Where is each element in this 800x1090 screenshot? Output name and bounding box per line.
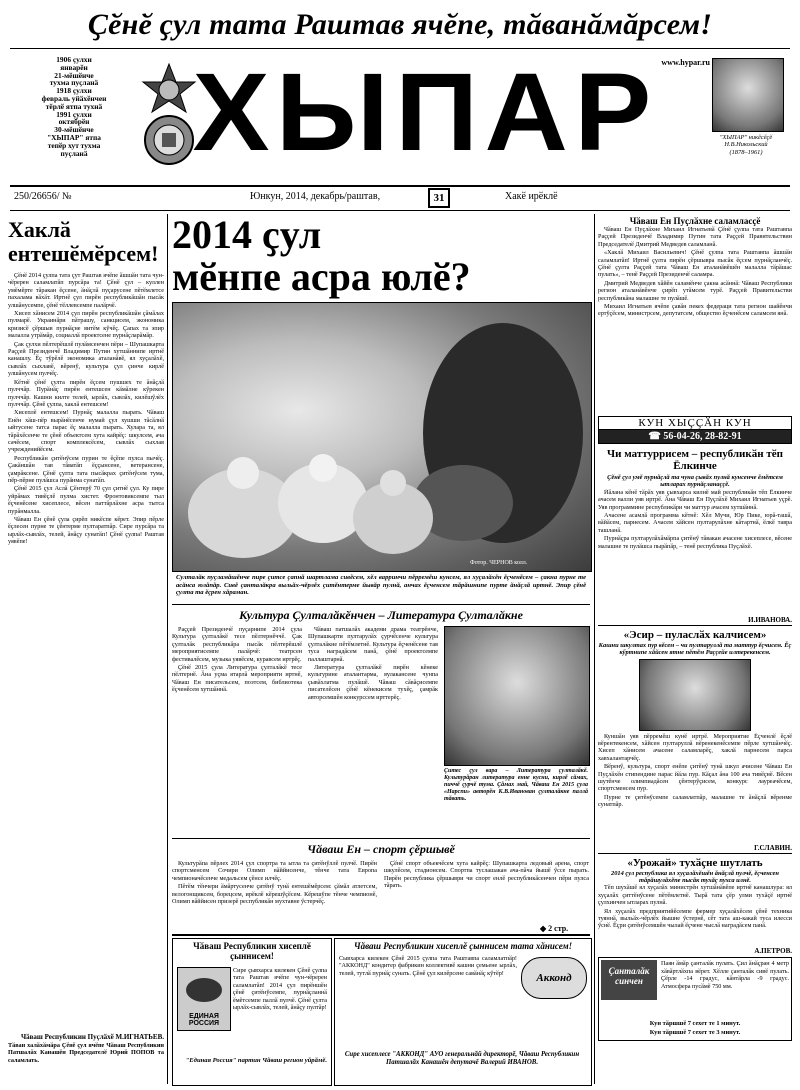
matt-lead: Ҫӗнӗ ҫул умӗ пурнӑҫлӑ та чуна ҫывӑх пулнӑ кунсенче ӗмӗтсем ытларах пурнӑҫланаҫҫӗ. [607,474,783,489]
right-rule [598,853,792,854]
founding-line: 21-мӗшӗнче [54,70,94,80]
founding-line: "ХЫПАР" ятпа [47,132,101,142]
founding-line: февраль уйӑхӗнчен [41,93,107,103]
founding-line: январӗн [60,62,88,72]
center-rule-1 [172,604,590,605]
continued-marker: ◆ 2 стр. [540,924,569,933]
founder-caption-line: (1878–1961) [729,148,763,156]
paragraph: Ҫӗнӗ 2015 ҫул Аслӑ Ҫӗнтерӳ 70 ҫул ҫитнӗ ҫул. Ку пире уйрӑмах тивӗҫлӗ пулма хистет. Фронтовиксемпе тыл ӗҫченӗсене хисеплесе, вӗсен паттӑрлӑхне асра тытса пурӑнмалла. [8,485,164,515]
founding-line: 1991 ҫулхи [56,109,92,119]
founding-line: тепӗр хут тухма [47,140,101,150]
left-article-body [8,272,164,1032]
urozhay-title: «Урожай» тухӑҫне шутлать [627,856,763,869]
paragraph: Ҫак ҫулхи пӗлтерӗшлӗ пулӑмсенчен пӗри – Шупашкарта Раҫҫей Президенчӗ Владимир Путин хутшӑннипе иртнӗ канашлу. Ӗҫ тӳрӗлӗ экономика аталанӑвӗ, ял хуҫалӑхӗ, сывлӑх сыхлавӗ, вӗренӳ, культура ҫул ҫинче кирлӗ улшӑнусем пулчӗҫ. [8,340,164,378]
paragraph: Кӗтнӗ ҫӗнӗ ҫулта пирӗн ӗҫсем пушшех те ӑнӑҫлӑ пулччӑр. Пурӑнӑҫ пирӗн ентешсен кӑмӑлне кӳрекен пулччӑр. Кашни килте телей, ырлӑх, сывлӑх, килӗшӳлӗх пулччӑр. Ҫӗнӗ ҫулпа, хаклӑ ентешсем! [8,378,164,408]
founding-line: 1906 ҫулхи [56,55,92,64]
main-headline-line2: мӗнпе асра юлӗ? [172,254,471,299]
paragraph: Республикӑн ҫитӗнӳсем пурин те ӗҫӗпе пулса пычӗҫ. Ҫакӑншӑн тав тӑватӑп ӗҫҫынсене, ветерансене, ҫамрӑксене. Ҫӗнӗ ҫулта тата пысӑкрах ҫитӗнӳсем тума, пӗр-пӗрне пулӑшса пурӑнма сунатӑп. [8,454,164,484]
paragraph: «Хаклӑ Михаил Васильевич! Ҫӗнӗ ҫулпа тата Раштавпа ӑшшӑн саламлатӑп! Иртнӗ ҫулта пирӗн ҫӗршывра пысӑк ӗҫсем пурнӑҫланчӗҫ. Ҫӗнӗ ҫулта Раҫҫей тата Чӑваш Ен аталанӑвӗшӗн малалла тӑрӑшас пулать», – тенӗ Раҫҫей Президенчӗ саламра. [598,249,792,279]
left-column [8,214,164,1084]
founder-portrait [712,58,784,132]
paragraph: Ҫӗнӗ спорт объекчӗсем хута кайрӗҫ: Шупашкарта ледовый арена, спорт шкулӗсем, стадионсем. Спортпа туслашакан ача-пӑча йышӗ ӳссе пырать. Пирӗн республика ҫӗршыври чи спорт енлӗ республикӑсенчен пӗри пулса тӑрать. [384,860,589,890]
esir-lead: Кашни шкултах пур вӗсем – чи пултаруллӑ та маттур ӗҫчисем. Ӗҫ кӳртнипе хӑйсен ятне пӗтӗм Раҫҫейе илтерекенсем. [598,641,792,657]
sun-line-2: Кун тӑршшӗ 7 сехет те 3 минут. [649,1029,741,1037]
culture-photo-caption: Ҫитес ҫул вара – Литература ҫулталӑкӗ. Культурӑран литература енне кусни, кирлӗ сӑмах, пиччӗ ҫурчӗ тума. Ҫӑмах май, Чӑваш Ен 2015 ҫула «Нарспи» авторӗн К.В.Иванован ҫулталӑкне паллӑ тӑвать. [444,768,588,802]
right-rule [598,625,792,626]
founding-line: 30-мӗшӗнче [54,125,94,135]
urozhay-lead: 2014 ҫул республика ял хуҫалӑхӗшӗн ӑнӑҫлӑ пулчӗ, ӗҫченсен тӑрӑшулӑхӗпе пысӑк тухӑҫ пухса илнӗ. [611,869,779,885]
akkond-logo-text: Акконд [536,972,572,984]
paragraph: Культурӑпа пӗрлех 2014 ҫул спортра та ытла та ҫитӗнӳллӗ пулчӗ. Пирӗн спортсменсем Сочири Олимп вӑййисенче, тӗнче тата Европа чемпионачӗсенче медальсем ҫӗнсе илчӗҫ. [172,860,377,882]
party-ad-title: Чӑваш Республикин хисеплӗ ҫыннисем! [193,941,311,961]
left-article-footnote: Тӑван халӑхӑмӑра Ҫӗнӗ ҫул ячӗпе Чӑваш Республикин Патшалӑх Канашӗн Председателӗ Юрий ПОПОВ та саламлать. [8,1042,164,1064]
esir-signature: Г.СЛАВИН. [754,843,792,852]
left-article-title: Хаклӑ ентешӗмӗрсем! [8,217,159,266]
party-ad-signature: "Единая Россия" партин Чӑваш регион уйрӑмӗ. [185,1057,327,1064]
left-column-divider [167,214,168,1084]
right-column [598,214,792,1086]
party-logo-label: ЕДИНАЯ РОССИЯ [188,1013,220,1027]
esir-title: «Эсир – пуласлӑх калчисем» [623,628,767,641]
photo-caption: Султалӑк пуҫламӑшӗнче пире ҫитсе ҫапнӑ шартлама сивӗсем, хӗл варринчи пӗрремӗш кунсем, ял хуҫалӑхӗн ӗҫченӗсем – ҫакна пурне те асӑнса юлӑпӑр. Сивӗ ҫанталӑкра выльӑх-чӗрлӗх ҫитӗнтерме йывӑр пулнӑ, анчах ӗҫченсем тӑрӑшнипе пурте ӑнӑҫлӑ иртнӗ. Эпир ҫӗнӗ ҫулта та ӗҫрен хӑраман. [176,574,586,597]
weather-title: Ҫанталӑк синчен [601,960,657,1000]
akkond-ad [334,938,592,1086]
paragraph: Вӗренӳ, культура, спорт енӗпе ҫитӗнӳ тунӑ шкул ачисене Чӑваш Ен Пуҫлӑхӗн стипендине парас йӑла пур. Кӑҫал ӑна 100 ача тивӗҫнӗ. Вӗсен шутӗнче олимпиадӑсен ҫӗнтерӳҫисем, конкурс лауреачӗсем, спортсменсем пур. [598,763,792,793]
center-rule-2 [172,838,590,839]
founding-line: октябрӗн [58,117,90,127]
left-article-signature: Чӑваш Республикин Пуҫлӑхӗ М.ИГНАТЬЕВ. [21,1033,164,1041]
right-column-divider [594,214,595,1084]
duty-title: КУН ХЫҪҪӐН КУН [599,417,791,430]
matt-body [598,489,792,615]
website-link[interactable]: www.hypar.ru [661,58,710,67]
paragraph: Пурне те ҫитӗнӳсемпе саламлатпӑр, малашне те ӑнӑҫлӑ вӗренме сунатпӑр. [598,793,792,809]
party-ad [172,938,332,1086]
paragraph: Ял хуҫалӑх предприятийӗсемпе фермер хуҫалӑхӗсем ҫӗнӗ техника туяннӑ, выльӑх-чӗрлӗх йышне ӳстернӗ, сӗт тата аш-какай туса илесси ӳснӗ. Ӗҫри ҫитӗнӳсемшӗн чылай ӗҫчене чыслӑ наградӑсем панӑ. [598,907,792,930]
price-label: Хакӗ ирӗклӗ [505,191,558,202]
paragraph: Куншӑн уяв пӗрремӗш кунӗ иртрӗ. Мероприятие Ӗҫченлӗ ӗҫлӗ вӗрентекенсем, хӑйсен пултаруллӑ вӗренекенӗсемпе пӗрле хутшӑнчӗҫ. Хисеп хӑнисем ачасене саламларӗҫ, хаклӑ парнесем парса хавхалантарчӗҫ. [598,732,792,762]
photo-credit: Фотор. ЧЕРНОВ колл. [470,560,528,566]
urozhay-signature: А.ПЕТРОВ. [754,947,792,956]
founding-line: тухма пуҫланӑ [49,78,99,88]
founder-caption-line: Н.В.Никольский [724,141,768,149]
culture-body [172,626,302,836]
paragraph: Тӗп шухӑшӗ ял хуҫалӑх министрӗн хутшӑнӑвӗпе иртнӗ канашлура: ял хуҫалӑх ҫиттӗнӳсене пӗтӗмлетнӗ. Тырӑ тата ҫӗр улми тухӑҫӗ иртнӗ ҫулхинчен ытларах пулнӑ. [598,884,792,907]
sun-line-1: Кун тӑршшӗ 7 сехет те 1 минут. [649,1020,741,1028]
paragraph: Литература ҫулталӑкӗ пирӗн кӗнеке культурине аталантарма, вулакансене чунпа ҫывӑхлатма пулӑшӗ. Чӑваш сӑвӑҫисемпе писателӗсен ҫӗнӗ кӗнекисем тухӗҫ, ҫамрӑк авторсемшӗн конкурссем ирттерӗҫ. [308,664,438,701]
paragraph: Пӗтӗм тӗнчери ӑмӑртусенче ҫитӗнӳ тунӑ ентешӗмӗрсем: ҫӑмӑл атлетсем, велогонщиксем, борецсем, ирӗклӗ кӗрешӳҫӗсем. Кӗрешӳпе тӗнче чемпионӗ, Олимп вӑййисен призерӗ республикӑн мухтавне ӳстерчӗҫ. [172,883,377,906]
founding-line: тӗрлӗ ятпа тухнӑ [45,101,103,111]
paragraph: Йӑлана кӗнӗ тӑрӑх уяв ҫывхарса килнӗ май республикӑн тӗп Ёлкинче ачасем валли уяв иртрӗ. Ӑна Чӑваш Ен Пуҫлӑхӗ Михаил Игнатьев уҫрӗ. Уяв программине республикӑри чи маттур ачасем хутшӑннӑ. [598,488,792,511]
akkond-ad-title: Чӑваш Республикин хисеплӗ ҫыннисем тата хӑнисем! [353,941,573,951]
slogan: Ҫӗнӗ ҫул тата Раштав ячӗпе, тӑванӑмӑрсем! [87,8,713,41]
founding-info [14,56,134,157]
esir-body [598,733,792,843]
duty-phone: ☎ 56-04-26, 28-82-91 [599,430,791,443]
paragraph: Чӑваш Ен ҫӗнӗ ҫула ҫирӗп никӗспе кӗрет. Эпир пӗрле ӗҫлесен пурне те ҫӗнтерме пултаратпӑр. Сире пурсӑра та ырлӑх-сывлӑх, телей, ӑнӑҫу сунатӑп! Ҫӗнӗ ҫулпа! Раштав уявӗпе! [8,516,164,546]
horse-sheep-illustration [173,303,591,571]
issue-day-box: 31 [428,188,450,208]
main-headline [172,214,592,298]
esir-photo [639,659,751,731]
center-rule-3 [172,934,590,936]
issue-bar-bottom-rule [10,210,790,211]
paragraph: Ҫӗнӗ 2015 ҫула Литература ҫулталӑкӗ тесе пӗлтернӗ. Ӑна уҫма ятарлӑ мероприяти иртнӗ, Чӑваш Ен писательсем, поэтсем, библиотека ӗҫченӗсем хутшӑннӑ. [172,664,302,694]
founding-line: 1918 ҫулхи [56,86,92,96]
sport-title: Чӑваш Ен – спорт ҫӗршывӗ [307,842,455,856]
weather-body: Паян ӑмӑр ҫанталӑк пулать. Ҫил ӑнӑҫран 4 метр хӑвӑртлӑхпа вӗрет. Хӗлле ҫанталӑк сивӗ пулать. Ҫӗрле -14 градус, кӑнтӑрла -9 градус. Атмосфера пусӑмӗ 750 мм. [661,960,789,990]
akkond-ad-body: Сывхарса килекен Ҫӗнӗ 2015 ҫулпа тата Раштавпа саламлатпӑр! "АККОНД" кондитер фабрикин коллективӗ кашни ҫемьене ырлӑх, телей, тутлӑ пурнӑҫ сунать. Ҫӗнӗ ҫул килӗрсене савӑнӑҫ кӳтӗр! [339,955,517,977]
matt-title: Чи маттуррисем – республикӑн тӗп Ёлкинче [607,448,783,472]
sport-body-col2 [384,860,589,922]
paragraph: Чӑваш Ен Пуҫлӑхне Михаил Игнатьевӑ Ҫӗнӗ ҫулпа тата Раштавпа Раҫҫей Президенчӗ Владимир Путин тата Раҫҫей Правительствин Председателӗ Дмитрий Медведев саламланӑ. [598,226,792,248]
party-logo [177,967,231,1031]
founder-caption-line: "ХЫПАР" никӗсӗҫӗ [719,134,773,141]
paragraph: Хисеплӗ ентешсем! Пурнӑҫ малалла пырать. Чӑваш Енӗн хӑш-пӗр вырӑнӗсенче нумай ҫул хушши тӑсӑлнӑ ыйтусене татса парас ӗҫ малалла пырать. Хулара та, ял тӑрӑхӗсенче те ҫӗнӗ объектсем хута кайрӗҫ: шкулсем, ача сачӗсем, спорт комплексӗсем, сывлӑх сыхлав учрежденийӗсем. [8,409,164,454]
culture-body-col2 [308,626,438,836]
main-headline-line1: 2014 ҫул [172,212,322,257]
newspaper-title: ХЫПАР [192,51,658,174]
weather-box [598,957,792,1041]
paragraph: Хисеп хӑнисем 2014 ҫул пирӗн республикӑшӑн ҫӑмӑлах пулмарӗ. Украинӑри пӑтрашу, санкцисем, экономика кризисӗ ҫӗршыв пурнӑҫне витӗм кӳчӗҫ. Ҫапах та эпир малалла утрӑмӑр, социаллӑ проектсене пурнӑҫларӑмӑр. [8,310,164,340]
greet-title: Чӑваш Ен Пуҫлӑхне саламласҫӗ [629,216,761,226]
slogan-rule [10,48,790,49]
founding-line: пуҫланӑ [60,148,88,158]
horse-sheep-photo [172,302,592,572]
issue-number: 250/26656/ № [14,191,72,202]
paragraph: Пурнӑҫра пултарулӑхӑмӑрпа ҫитӗнӳ тӑвакан ачасене хисеплесе, вӗсене малашне те пулӑшса пырӑпӑр, – тенӗ республика Пуҫлӑхӗ. [598,535,792,550]
founder-caption [700,134,792,156]
greet-body [598,226,792,412]
duty-box [598,416,792,444]
sport-body [172,860,377,922]
culture-title: Культура Ҫулталӑкӗнчен – Литература Ҫулталӑкне [239,608,523,622]
paragraph: Ҫӗнӗ 2014 ҫулпа тата ҫут Раштав ячӗпе ӑшшӑн тата чун-чӗререн саламлатӑп пурсӑра та! Ҫӗнӗ ҫул – куллен умӗмӗрте тӑракан ӗҫсене, ӑнӑҫлӑ пуҫарусене пӗтӗмлетсе пахалама вӑхӑт. Иртнӗ ҫул пирӗн республикӑшӑн пысӑк улшӑнусемпе, ҫӗнӗ тӗллевсемпе палӑрчӗ. [8,272,164,309]
urozhay-body [598,884,792,946]
paragraph: Михаил Игнатьев ячӗпе ҫавӑн пекех федераци тата регион шайӗнчи ертӳҫӗсем, министрсем, депутатсем, общество ӗҫченӗсем саламсем янӑ. [598,303,792,318]
paragraph: Чӑваш патшалӑх академи драма театрӗнче, Шупашкарти пултарулӑх ҫурчӗсенче культура ҫулталӑкне пӗтӗмлетнӗ. Культура ӗҫченӗсене тав туса наградӑсем панӑ, ҫӗнӗ проектсемпе паллаштарнӑ. [308,626,438,663]
paragraph: Дмитрий Медведев хӑйӗн саламӗнче ҫакна асӑннӑ: Чӑваш Республики регион аталанӑвӗнче ҫирӗп утӑмсем турӗ. Раҫҫей Правительстви республикӑна малашне те пулӑшӗ. [598,279,792,302]
paragraph: Раҫҫей Президенчӗ пуҫарнипе 2014 ҫула Культура ҫулталӑкӗ тесе пӗлтернӗччӗ. Ҫак ҫулталӑк республикӑра пысӑк пӗлтерӗшлӗ мероприятисемпе палӑрчӗ: театрсен фестивалӗсем, музыка уявӗсем, куравсем иртрӗҫ. [172,626,302,663]
party-ad-body: Сире ҫывхарса килекен Ҫӗнӗ ҫулпа тата Раштав ячӗпе чун-чӗререн саламлатӑп! 2014 ҫул пирӗншӗн ҫӗнӗ ҫитӗнӳсемпе, пурнӑҫланнӑ ӗмӗтсемпе паллӑ пулчӗ. Ҫӗнӗ ҫулта ырлӑх-сывлӑх, телей, ӑнӑҫу пултӑр! [233,967,327,1012]
matt-signature: И.ИВАНОВА. [748,615,792,624]
culture-photo [444,626,590,766]
akkond-ad-signature: Сире хисеплесе "АККОНД" АУО генеральнӑй директорӗ, Чӑваш Республикин Патшалӑх Канашӗн депутачӗ Валерий ИВАНОВ. [344,1051,580,1066]
issue-date: Юнкун, 2014, декабрь/раштав, [250,191,381,202]
bear-icon [178,968,230,1008]
akkond-logo [521,957,587,999]
paragraph: Ачасене асамлӑ программа кӗтнӗ: Хӗл Мучи, Юр Пике, юрӑ-ташӑ, вӑйӑсем, парнесем. Ачасем хӑйсен пултарулӑхне кӑтартнӑ, ӗлкӗ тавра ташланӑ. [598,512,792,534]
issue-bar-top-rule [10,185,790,187]
